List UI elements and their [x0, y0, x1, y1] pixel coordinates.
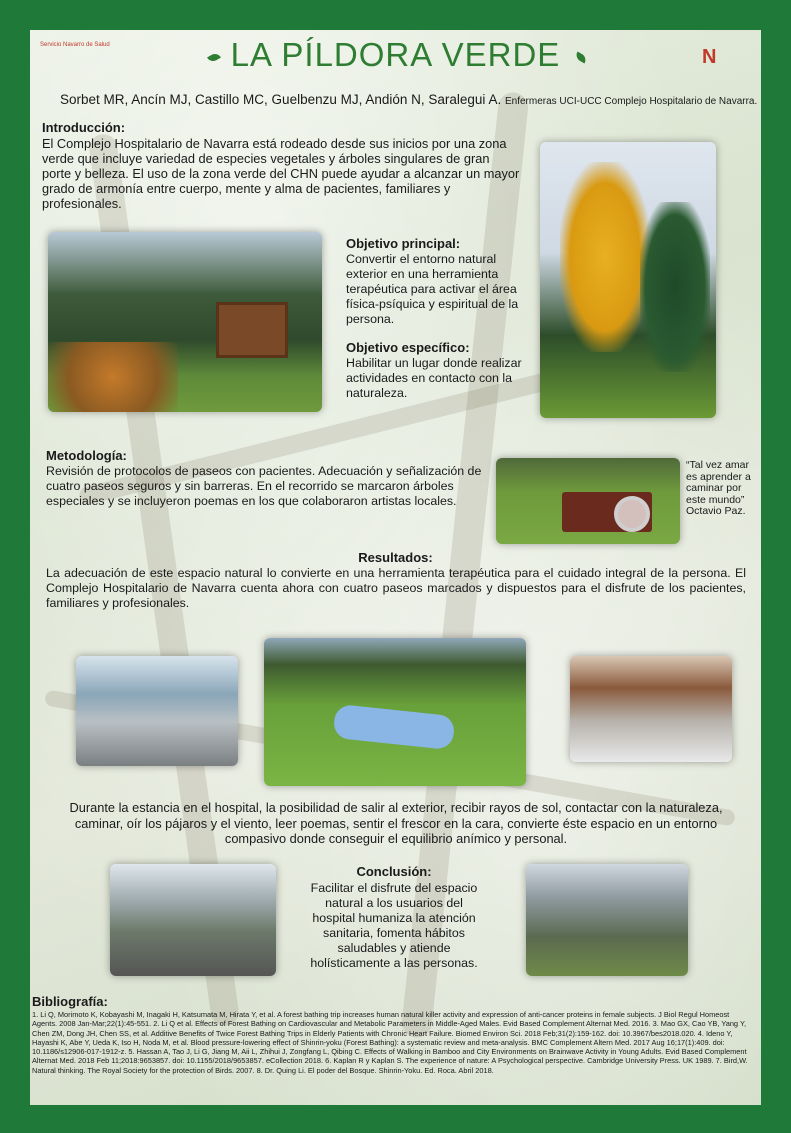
authors: Sorbet MR, Ancín MJ, Castillo MC, Guelbenzu MJ, Andión N, Saralegui A.: [60, 92, 502, 107]
ginkgo-foliage: [560, 162, 650, 352]
logo-right-letter: N: [702, 46, 717, 68]
objetivo-especifico-heading: Objetivo específico:: [346, 340, 470, 355]
affiliation: Enfermeras UCI-UCC Complejo Hospitalario de Navarra.: [504, 96, 758, 107]
bibliografia-heading: Bibliografía:: [32, 994, 108, 1009]
wheelchair-photo: [110, 864, 276, 976]
authors-line: [60, 92, 760, 107]
outdoor-care-photo: [570, 656, 732, 762]
quote-text: “Tal vez amar es aprender a caminar por este mundo”: [686, 459, 751, 506]
quote-author: Octavio Paz.: [686, 505, 746, 518]
shrub: [48, 342, 178, 412]
objetivo-especifico-text: Habilitar un lugar donde realizar actividades en contacto con la naturaleza.: [346, 356, 522, 400]
ginkgo-tree-photo: [540, 142, 716, 418]
resultados-text: La adecuación de este espacio natural lo convierte en una herramienta terapéutica para el cuidado integral de la persona. El Complejo Hospitalario de Navarra cuenta ahora con cuatro paseos marcados y dispuestos para el disfrute de los pacientes, familiares y profesionales.: [46, 566, 746, 610]
patient-lawn-photo: [264, 638, 526, 786]
sign-board: [216, 302, 288, 358]
group-walk-photo: [76, 656, 238, 766]
objetivo-principal-heading: Objetivo principal:: [346, 236, 461, 251]
logo-left-text: Servicio Navarro de Salud: [40, 42, 110, 48]
metodologia-text: Revisión de protocolos de paseos con pacientes. Adecuación y señalización de cuatro paseos seguros y sin barreras. En el recorrido se marcaron árboles especiales y se incluyeron poemas en los que colaboraron artistas locales.: [46, 464, 482, 508]
quote-block: [686, 460, 758, 518]
intro-text: El Complejo Hospitalario de Navarra está rodeado desde sus inicios por una zona verde que incluye variedad de especies vegetales y árboles singulares de gran porte y belleza. El uso de la zona verde del CHN puede ayudar a alcanzar un mayor grado de armonía entre cuerpo, mente y alma de pacientes, familiares y profesionales.: [42, 136, 520, 211]
staff-dog-photo: [526, 864, 688, 976]
intro-heading: Introducción:: [42, 120, 126, 135]
estancia-text: Durante la estancia en el hospital, la posibilidad de salir al exterior, recibir rayos de sol, contactar con la naturaleza, caminar, oír los pájaros y el viento, leer poemas, sentir el frescor en la cara, convierte éste espacio en un entorno compasivo donde conseguir el equilibrio anímico y personal.: [69, 800, 723, 846]
resultados-heading: Resultados:: [358, 550, 433, 565]
poster: [30, 30, 761, 1105]
metodologia-heading: Metodología:: [46, 448, 127, 463]
patient-figure: [333, 704, 456, 750]
bibliografia-text: 1. Li Q, Morimoto K, Kobayashi M, Inagaki H, Katsumata M, Hirata Y, et al. A forest bathing trip increases human natural killer activity and expression of anti-cancer proteins in female subjects. J Biol Regul Homeost Agents. 2008 Jan-Mar;22(1):45-551. 2. Li Q et al. Effects of Forest Bathing on Cardiovascular and Metabolic Parameters in Middle-Aged Males. Evid Based Complement Alternat Med. 2016. 3. Mao GX, Cao YB, Yang Y, Chen ZM, Dong JH, Chen SS, et al. Additive Benefits of Twice Forest Bathing Trips in Elderly Patients with Chronic Heart Failure. Biomed Environ Sci. 2018 Feb;31(2):159-162. doi: 10.3967/bes2018.020. 4. Ideno Y, Hayashi K, Abe Y, Ueda K, Iso H, Noda M, et al. Blood pressure-lowering effect of Shinrin-yoku (Forest Bathing): a systematic review and meta-analysis. BMC Complement Altern Med. 2017 Aug 16;17(1):409. doi: 10.1186/s12906-017-1912-z. 5. Hassan A, Tao J, Li G, Jiang M, Aii L, Zhihui J, Zongfang L, Qibing C. Effects of Walking in Bamboo and City Environments on Brainwave Activity in Young Adults. Evid Based Complement Alternat Med. 2018 Feb 11;2018:9653857. doi: 10.1155/2018/9653857. eCollection 2018. 6. Kaplan R y Kaplan S. The experience of nature: A Psychological perspective. Cambridge University Press. UK 1989. 7. Bird,W. Natural thinking. The Royal Society for the protection of Birds. 2007. 8. Dr. Quing Li. El poder del Bosque. Shinrin-Yoku. Ed. Roca. Abril 2018.: [32, 1010, 748, 1075]
plaque-photo: [496, 458, 680, 544]
objetivo-principal-text: Convertir el entorno natural exterior en una herramienta terapéutica para activar el área física-psíquica y espiritual de la persona.: [346, 252, 519, 326]
magnifier-icon: [614, 496, 650, 532]
park-sign-photo: [48, 232, 322, 412]
conclusion-heading: Conclusión:: [356, 864, 432, 879]
conclusion-text: Facilitar el disfrute del espacio natural a los usuarios del hospital humaniza la atención sanitaria, fomenta hábitos saludables y atiende holísticamente a las personas.: [310, 881, 478, 970]
page-title: LA PÍLDORA VERDE: [230, 36, 561, 73]
cypress: [640, 202, 710, 372]
